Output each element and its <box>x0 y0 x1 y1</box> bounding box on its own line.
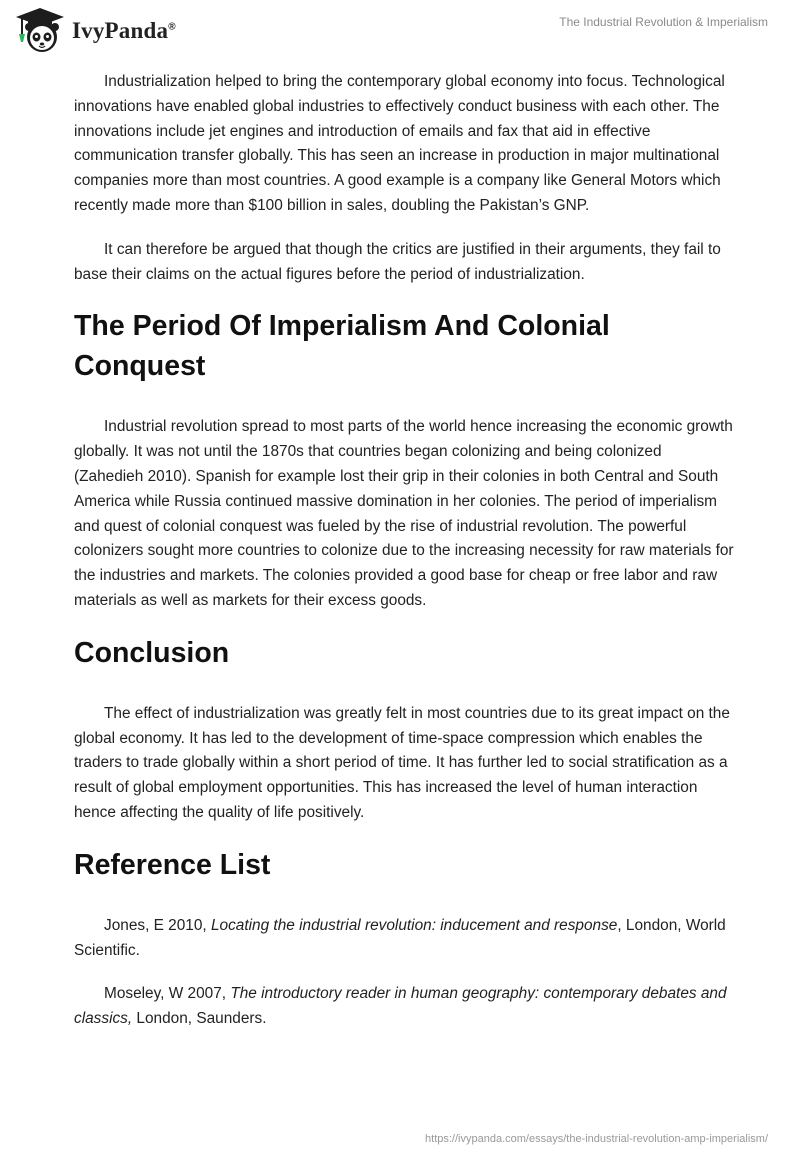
panda-graduate-icon <box>14 6 66 54</box>
reference-author: Jones, E 2010, <box>104 916 211 934</box>
heading-imperialism: The Period Of Imperialism And Colonial Conquest <box>74 310 610 383</box>
paragraph-critics: It can therefore be argued that though the critics are justified in their arguments, they fail to base their claims on the actual figures before the period of industrialization. <box>74 240 721 283</box>
reference-publisher: , London, World Scientific. <box>74 916 726 959</box>
page-header <box>0 0 800 60</box>
heading-conclusion: Conclusion <box>74 636 230 669</box>
document-title: The Industrial Revolution & Imperialism <box>559 15 768 29</box>
logo-wordmark <box>72 18 176 44</box>
reference-title: Locating the industrial revolution: inducement and response <box>210 916 618 934</box>
essay-body <box>74 70 734 1051</box>
source-url[interactable]: https://ivypanda.com/essays/the-industrial-revolution-amp-imperialism/ <box>425 1133 768 1145</box>
logo-name: IvyPanda <box>72 18 169 43</box>
reference-item <box>74 914 734 964</box>
ivypanda-logo[interactable] <box>14 6 176 54</box>
reference-item <box>74 982 734 1032</box>
reference-title: The introductory reader in human geography: contemporary debates and classics, <box>74 985 727 1028</box>
paragraph-conclusion: The effect of industrialization was greatly felt in most countries due to its great impact on the global economy. It has led to the development of time-space compression which enables the traders to trade globally within a short period of time. It has further led to social stratification as a result of global employment opportunities. This has increased the level of human interaction hence affecting the quality of life positively. <box>74 704 730 821</box>
heading-reference-list: Reference List <box>74 848 271 881</box>
paragraph-colonial-conquest: Industrial revolution spread to most parts of the world hence increasing the economic growth globally. It was not until the 1870s that countries began colonizing and being colonized (Zahedieh 2010). Spanish for example lost their grip in their colonies in both Central and South America while Russia continued massive domination in her colonies. The period of imperialism and quest of colonial conquest was fueled by the rise of industrial revolution. The powerful colonizers sought more countries to colonize due to the increasing necessity for raw materials for the industries and markets. The colonies provided a good base for cheap or free labor and raw materials as well as markets for their excess goods. <box>74 418 734 609</box>
reference-author: Moseley, W 2007, <box>104 985 231 1003</box>
paragraph-global-economy: Industrialization helped to bring the contemporary global economy into focus. Technological innovations have enabled global industries to effectively conduct business with each other. The innovations include jet engines and introduction of emails and fax that aid in effective communication transfer globally. This has seen an increase in production in major multinational companies more than most countries. A good example is a company like General Motors which recently made more than $100 billion in sales, doubling the Pakistan’s GNP. <box>74 73 725 214</box>
registered-mark: ® <box>168 21 176 33</box>
reference-publisher: London, Saunders. <box>132 1010 267 1028</box>
